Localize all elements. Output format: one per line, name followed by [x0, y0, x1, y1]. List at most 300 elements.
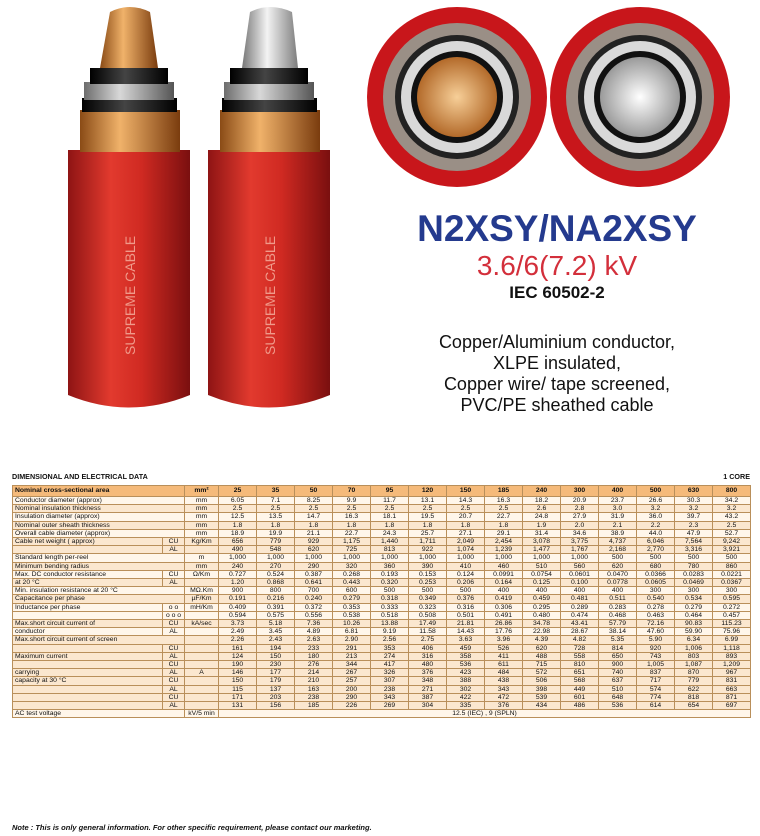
value-cell: 922 — [409, 546, 447, 554]
value-cell: 20.7 — [447, 513, 485, 521]
value-cell: 14.7 — [295, 513, 333, 521]
value-cell: 536 — [447, 661, 485, 669]
value-cell: 180 — [295, 652, 333, 660]
value-cell: 150 — [257, 652, 295, 660]
value-cell: 1,005 — [637, 661, 675, 669]
table-row — [13, 497, 751, 505]
value-cell: 0.253 — [409, 579, 447, 587]
row-sub: CU — [163, 644, 185, 652]
value-cell: 0.372 — [295, 603, 333, 611]
value-cell: 656 — [219, 538, 257, 546]
value-cell: 0.272 — [713, 603, 751, 611]
unit-cell: kA/sec — [185, 620, 219, 628]
value-cell: 137 — [257, 685, 295, 693]
value-cell: 24.8 — [523, 513, 561, 521]
product-description — [392, 332, 722, 416]
value-cell: 500 — [713, 554, 751, 562]
value-cell: 26.86 — [485, 620, 523, 628]
value-cell: 0.125 — [523, 579, 561, 587]
value-cell: 0.333 — [371, 603, 409, 611]
row-label: carrying — [13, 669, 163, 677]
value-cell: 0.463 — [637, 611, 675, 619]
value-cell: 0.508 — [409, 611, 447, 619]
value-cell: 291 — [333, 644, 371, 652]
row-label — [13, 661, 163, 669]
row-sub: AL — [163, 628, 185, 636]
value-cell: 654 — [675, 702, 713, 710]
value-cell: 0.100 — [561, 579, 599, 587]
value-cell: 387 — [409, 693, 447, 701]
value-cell: 1,118 — [713, 644, 751, 652]
value-cell: 472 — [485, 693, 523, 701]
value-cell: 0.283 — [599, 603, 637, 611]
unit-cell: MΩ.Km — [185, 587, 219, 595]
value-cell: 1.8 — [219, 521, 257, 529]
value-cell: 22.98 — [523, 628, 561, 636]
table-row — [13, 562, 751, 570]
row-sub: AL — [163, 579, 185, 587]
description-line: Copper/Aluminium conductor, — [438, 332, 676, 352]
value-cell: 28.67 — [561, 628, 599, 636]
row-sub: CU — [163, 693, 185, 701]
value-cell: 0.387 — [295, 570, 333, 578]
row-label: Max. DC conductor resistance — [13, 570, 163, 578]
value-cell: 1,074 — [447, 546, 485, 554]
ac-test-row — [13, 710, 751, 718]
value-cell: 423 — [447, 669, 485, 677]
value-cell: 17.49 — [409, 620, 447, 628]
value-cell: 72.16 — [637, 620, 675, 628]
value-cell: 0.0221 — [713, 570, 751, 578]
value-cell: 18.1 — [371, 513, 409, 521]
product-name: N2XSY/NA2XSY — [417, 208, 697, 249]
value-cell: 1.8 — [447, 521, 485, 529]
row-sub: AL — [163, 685, 185, 693]
value-cell: 36.0 — [637, 513, 675, 521]
row-label: Overall cable diameter (approx) — [13, 529, 185, 537]
value-cell: 2.56 — [371, 636, 409, 644]
value-cell: 700 — [295, 587, 333, 595]
value-cell: 179 — [257, 677, 295, 685]
row-label — [13, 611, 163, 619]
value-cell: 31.9 — [599, 513, 637, 521]
unit-cell: mm — [185, 505, 219, 513]
value-cell: 11.58 — [409, 628, 447, 636]
row-sub: CU — [163, 661, 185, 669]
ampacity-row — [13, 677, 751, 685]
table-row — [13, 587, 751, 595]
value-cell: 1.9 — [523, 521, 561, 529]
size-header: 70 — [333, 486, 371, 497]
value-cell: 163 — [295, 685, 333, 693]
row-sub: AL — [163, 546, 185, 554]
value-cell: 422 — [447, 693, 485, 701]
value-cell: 17.76 — [485, 628, 523, 636]
value-cell: 0.153 — [409, 570, 447, 578]
value-cell: 213 — [333, 652, 371, 660]
value-cell: 0.193 — [371, 570, 409, 578]
row-sub: AL — [163, 652, 185, 660]
row-sub: CU — [163, 538, 185, 546]
value-cell: 459 — [447, 644, 485, 652]
value-cell: 0.464 — [675, 611, 713, 619]
value-cell: 813 — [371, 546, 409, 554]
unit-cell: mm — [185, 521, 219, 529]
value-cell: 2.26 — [219, 636, 257, 644]
table-row — [13, 595, 751, 603]
value-cell: 52.7 — [713, 529, 751, 537]
value-cell: 2.5 — [257, 505, 295, 513]
value-cell: 300 — [637, 587, 675, 595]
value-cell: 743 — [637, 652, 675, 660]
value-cell: 12.5 — [219, 513, 257, 521]
value-cell: 13.1 — [409, 497, 447, 505]
value-cell: 300 — [713, 587, 751, 595]
ampacity-row — [13, 702, 751, 710]
value-cell: 648 — [599, 693, 637, 701]
value-cell: 0.443 — [333, 579, 371, 587]
value-cell: 560 — [561, 562, 599, 570]
value-cell: 0.0754 — [523, 570, 561, 578]
row-label: at 20 °C — [13, 579, 163, 587]
value-cell: 29.1 — [485, 529, 523, 537]
value-cell: 663 — [713, 685, 751, 693]
value-cell: 6.81 — [333, 628, 371, 636]
value-cell: 7.36 — [295, 620, 333, 628]
unit-cell — [185, 677, 219, 685]
value-cell: 0.459 — [523, 595, 561, 603]
row-sub: CU — [163, 677, 185, 685]
value-cell: 0.268 — [333, 570, 371, 578]
value-cell: 390 — [409, 562, 447, 570]
value-cell: 0.538 — [333, 611, 371, 619]
value-cell: 680 — [637, 562, 675, 570]
value-cell: 600 — [333, 587, 371, 595]
value-cell: 2.5 — [295, 505, 333, 513]
value-cell: 0.556 — [295, 611, 333, 619]
value-cell: 486 — [561, 702, 599, 710]
value-cell: 1,000 — [485, 554, 523, 562]
unit-cell: Kg/Km — [185, 538, 219, 546]
row-label: Minimum bending radius — [13, 562, 185, 570]
value-cell: 22.7 — [333, 529, 371, 537]
value-cell: 0.306 — [485, 603, 523, 611]
value-cell: 171 — [219, 693, 257, 701]
unit-cell — [185, 652, 219, 660]
unit-cell — [185, 546, 219, 554]
value-cell: 124 — [219, 652, 257, 660]
value-cell: 0.318 — [371, 595, 409, 603]
value-cell: 728 — [561, 644, 599, 652]
value-cell: 27.1 — [447, 529, 485, 537]
value-cell: 1,000 — [295, 554, 333, 562]
value-cell: 0.409 — [219, 603, 257, 611]
table-row — [13, 628, 751, 636]
value-cell: 620 — [599, 562, 637, 570]
row-label: Standard length per-reel — [13, 554, 185, 562]
row-label — [13, 693, 163, 701]
value-cell: 1,000 — [409, 554, 447, 562]
value-cell: 0.540 — [637, 595, 675, 603]
value-cell: 779 — [257, 538, 295, 546]
value-cell: 57.79 — [599, 620, 637, 628]
value-cell: 9,242 — [713, 538, 751, 546]
value-cell: 75.96 — [713, 628, 751, 636]
value-cell: 0.240 — [295, 595, 333, 603]
row-sub: CU — [163, 620, 185, 628]
row-label: conductor — [13, 628, 163, 636]
value-cell: 614 — [637, 702, 675, 710]
value-cell: 335 — [447, 702, 485, 710]
value-cell: 290 — [295, 562, 333, 570]
value-cell: 0.320 — [371, 579, 409, 587]
value-cell: 510 — [599, 685, 637, 693]
value-cell: 620 — [523, 644, 561, 652]
value-cell: 0.524 — [257, 570, 295, 578]
value-cell: 0.164 — [485, 579, 523, 587]
value-cell: 358 — [447, 652, 485, 660]
aluminium-cable-icon — [208, 7, 330, 408]
value-cell: 270 — [257, 562, 295, 570]
value-cell: 24.3 — [371, 529, 409, 537]
value-cell: 449 — [561, 685, 599, 693]
value-cell: 558 — [561, 652, 599, 660]
value-cell: 3,775 — [561, 538, 599, 546]
value-cell: 0.474 — [561, 611, 599, 619]
value-cell: 2.5 — [371, 505, 409, 513]
value-cell: 0.191 — [219, 595, 257, 603]
value-cell: 39.7 — [675, 513, 713, 521]
unit-cell: mH/Km — [185, 603, 219, 611]
value-cell: 353 — [371, 644, 409, 652]
value-cell: 302 — [447, 685, 485, 693]
value-cell: 1,767 — [561, 546, 599, 554]
value-cell: 2,168 — [599, 546, 637, 554]
value-cell: 2.5 — [447, 505, 485, 513]
value-cell: 506 — [523, 677, 561, 685]
value-cell: 19.5 — [409, 513, 447, 521]
unit-cell — [185, 702, 219, 710]
value-cell: 1.8 — [409, 521, 447, 529]
value-cell: 779 — [675, 677, 713, 685]
value-cell: 900 — [219, 587, 257, 595]
value-cell: 271 — [409, 685, 447, 693]
value-cell: 3,316 — [675, 546, 713, 554]
value-cell: 326 — [371, 669, 409, 677]
unit-cell — [185, 693, 219, 701]
value-cell: 611 — [485, 661, 523, 669]
table-row — [13, 636, 751, 644]
unit-cell: µF/Km — [185, 595, 219, 603]
value-cell: 150 — [219, 677, 257, 685]
value-cell: 2.49 — [219, 628, 257, 636]
value-cell: 0.349 — [409, 595, 447, 603]
value-cell: 490 — [219, 546, 257, 554]
product-standard: IEC 60502-2 — [509, 283, 605, 302]
value-cell: 0.594 — [219, 611, 257, 619]
value-cell: 3.2 — [675, 505, 713, 513]
value-cell: 411 — [485, 652, 523, 660]
value-cell: 10.26 — [333, 620, 371, 628]
value-cell: 526 — [485, 644, 523, 652]
value-cell: 740 — [599, 669, 637, 677]
row-label — [13, 546, 163, 554]
value-cell: 12.5 (IEC) , 9 (SPLN) — [219, 710, 751, 718]
data-table-container — [12, 485, 750, 718]
size-header: 500 — [637, 486, 675, 497]
value-cell: 14.3 — [447, 497, 485, 505]
value-cell: 1.20 — [219, 579, 257, 587]
value-cell: 837 — [637, 669, 675, 677]
value-cell: 0.289 — [561, 603, 599, 611]
value-cell: 500 — [447, 587, 485, 595]
unit-cell — [185, 685, 219, 693]
value-cell: 6.34 — [675, 636, 713, 644]
value-cell: 3.73 — [219, 620, 257, 628]
row-sub: AL — [163, 669, 185, 677]
row-label: Inductance per phase — [13, 603, 163, 611]
value-cell: 4.89 — [295, 628, 333, 636]
value-cell: 194 — [257, 644, 295, 652]
value-cell: 290 — [333, 693, 371, 701]
value-cell: 2.3 — [675, 521, 713, 529]
value-cell: 929 — [295, 538, 333, 546]
size-header: 150 — [447, 486, 485, 497]
copper-cable-icon — [68, 7, 190, 408]
value-cell: 38.14 — [599, 628, 637, 636]
value-cell: 814 — [599, 644, 637, 652]
row-sub: o o — [163, 603, 185, 611]
ampacity-row — [13, 685, 751, 693]
value-cell: 434 — [523, 702, 561, 710]
value-cell: 500 — [599, 554, 637, 562]
value-cell: 30.3 — [675, 497, 713, 505]
value-cell: 0.0469 — [675, 579, 713, 587]
value-cell: 601 — [561, 693, 599, 701]
value-cell: 131 — [219, 702, 257, 710]
ampacity-row — [13, 669, 751, 677]
row-label: capacity at 30 °C — [13, 677, 163, 685]
row-label: Max.short circuit current of screen — [13, 636, 185, 644]
value-cell: 2.5 — [219, 505, 257, 513]
table-row — [13, 570, 751, 578]
unit-cell: Ω/Km — [185, 570, 219, 578]
value-cell: 0.0283 — [675, 570, 713, 578]
value-cell: 2.5 — [485, 505, 523, 513]
value-cell: 6,046 — [637, 538, 675, 546]
table-title: DIMENSIONAL AND ELECTRICAL DATA — [12, 472, 148, 481]
value-cell: 406 — [409, 644, 447, 652]
value-cell: 59.90 — [675, 628, 713, 636]
unit-cell: mm — [185, 497, 219, 505]
value-cell: 810 — [561, 661, 599, 669]
value-cell: 343 — [485, 685, 523, 693]
size-header: 300 — [561, 486, 599, 497]
value-cell: 574 — [637, 685, 675, 693]
aluminium-cross-section-icon — [550, 7, 730, 187]
value-cell: 1,000 — [257, 554, 295, 562]
value-cell: 5.90 — [637, 636, 675, 644]
table-header-row — [13, 486, 751, 497]
value-cell: 1.8 — [257, 521, 295, 529]
value-cell: 3.2 — [713, 505, 751, 513]
table-header-bar — [12, 472, 750, 484]
value-cell: 800 — [257, 587, 295, 595]
value-cell: 0.457 — [713, 611, 751, 619]
size-header: 35 — [257, 486, 295, 497]
value-cell: 230 — [257, 661, 295, 669]
value-cell: 14.43 — [447, 628, 485, 636]
value-cell: 257 — [333, 677, 371, 685]
row-label: Max.short circuit current of — [13, 620, 163, 628]
value-cell: 484 — [485, 669, 523, 677]
value-cell: 572 — [523, 669, 561, 677]
value-cell: 267 — [333, 669, 371, 677]
size-header: 240 — [523, 486, 561, 497]
value-cell: 47.9 — [675, 529, 713, 537]
value-cell: 400 — [523, 587, 561, 595]
value-cell: 500 — [371, 587, 409, 595]
value-cell: 0.124 — [447, 570, 485, 578]
value-cell: 0.0778 — [599, 579, 637, 587]
table-row — [13, 538, 751, 546]
size-header: 185 — [485, 486, 523, 497]
value-cell: 967 — [713, 669, 751, 677]
value-cell: 6.05 — [219, 497, 257, 505]
value-cell: 400 — [561, 587, 599, 595]
value-cell: 7.1 — [257, 497, 295, 505]
value-cell: 16.3 — [485, 497, 523, 505]
value-cell: 1,006 — [675, 644, 713, 652]
table-row — [13, 620, 751, 628]
table-row — [13, 579, 751, 587]
value-cell: 161 — [219, 644, 257, 652]
value-cell: 348 — [409, 677, 447, 685]
value-cell: 697 — [713, 702, 751, 710]
value-cell: 548 — [257, 546, 295, 554]
value-cell: 1,000 — [333, 554, 371, 562]
value-cell: 388 — [447, 677, 485, 685]
value-cell: 18.2 — [523, 497, 561, 505]
value-cell: 360 — [371, 562, 409, 570]
row-label — [13, 685, 163, 693]
value-cell: 1.8 — [371, 521, 409, 529]
ampacity-row — [13, 644, 751, 652]
value-cell: 190 — [219, 661, 257, 669]
value-cell: 1,000 — [447, 554, 485, 562]
value-cell: 620 — [295, 546, 333, 554]
value-cell: 400 — [599, 587, 637, 595]
value-cell: 568 — [561, 677, 599, 685]
value-cell: 717 — [637, 677, 675, 685]
value-cell: 1,239 — [485, 546, 523, 554]
value-cell: 398 — [523, 685, 561, 693]
value-cell: 417 — [371, 661, 409, 669]
value-cell: 2,454 — [485, 538, 523, 546]
value-cell: 637 — [599, 677, 637, 685]
value-cell: 0.216 — [257, 595, 295, 603]
value-cell: 0.868 — [257, 579, 295, 587]
row-label: Nominal cross-sectional area — [13, 486, 185, 497]
value-cell: 34.6 — [561, 529, 599, 537]
unit-cell — [185, 611, 219, 619]
row-label — [13, 644, 163, 652]
value-cell: 238 — [295, 693, 333, 701]
value-cell: 0.419 — [485, 595, 523, 603]
size-header: 50 — [295, 486, 333, 497]
size-header: 120 — [409, 486, 447, 497]
value-cell: 500 — [675, 554, 713, 562]
